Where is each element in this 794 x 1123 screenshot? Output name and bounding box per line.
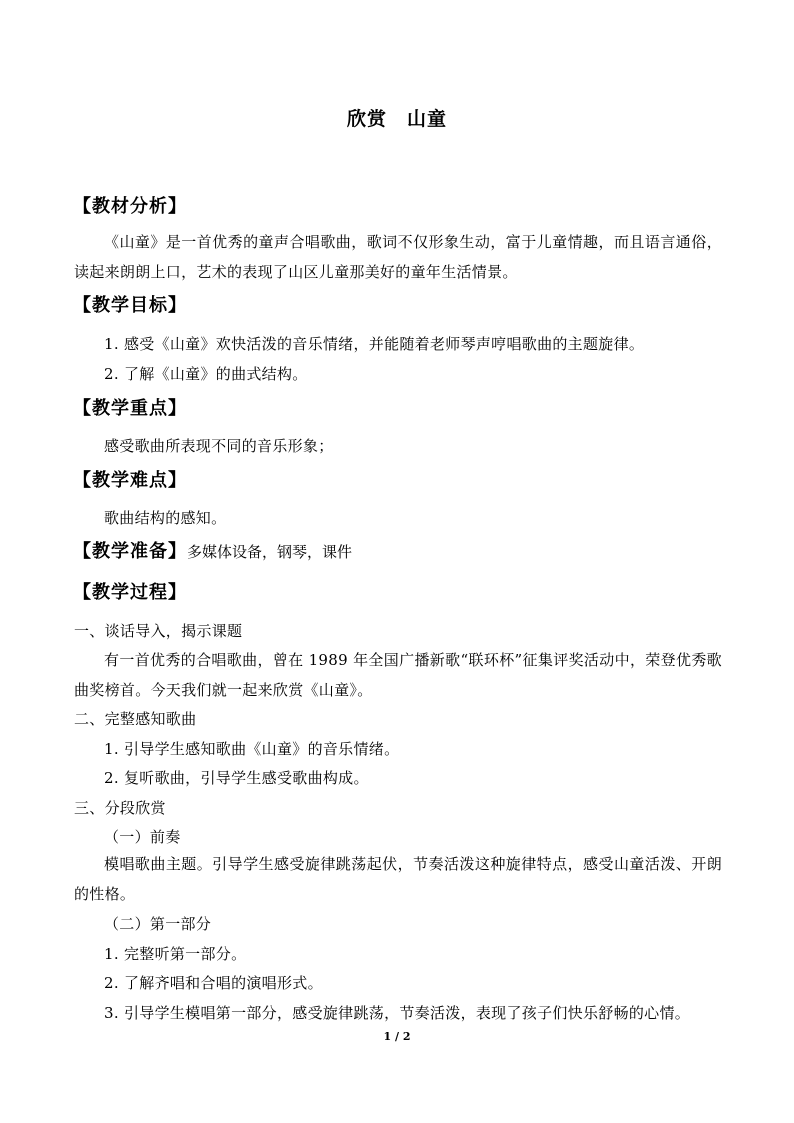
page-number: 1 / 2 bbox=[383, 1030, 411, 1043]
section-heading-material: 【教材分析】 bbox=[73, 196, 187, 217]
process-step-2-title: 二、完整感知歌曲 bbox=[74, 710, 197, 728]
process-step-3-sub-2-item-1: 1. 完整听第一部分。 bbox=[104, 945, 247, 963]
process-step-3-sub-2-item-3: 3. 引导学生模唱第一部分，感受旋律跳荡，节奏活泼，表现了孩子们快乐舒畅的心情。 bbox=[104, 1004, 691, 1022]
goal-item-2: 2. 了解《山童》的曲式结构。 bbox=[104, 365, 308, 383]
process-step-3-sub-1-title: （一）前奏 bbox=[104, 828, 181, 846]
section-heading-process: 【教学过程】 bbox=[73, 582, 187, 603]
difficulty-text: 歌曲结构的感知。 bbox=[104, 509, 227, 527]
keypoint-text: 感受歌曲所表现不同的音乐形象； bbox=[104, 437, 334, 455]
process-step-2-item-2: 2. 复听歌曲，引导学生感受歌曲构成。 bbox=[104, 769, 369, 787]
preparation-text: 多媒体设备，钢琴，课件 bbox=[187, 543, 353, 561]
process-step-3-sub-2-item-2: 2. 了解齐唱和合唱的演唱形式。 bbox=[104, 974, 323, 992]
process-step-1-text: 有一首优秀的合唱歌曲，曾在 1989 年全国广播新歌“联环杯”征集评奖活动中，荣登优秀歌曲奖榜首。今天我们就一起来欣赏《山童》。 bbox=[74, 651, 722, 699]
page-title: 欣赏 山童 bbox=[346, 108, 447, 130]
process-step-3-title: 三、分段欣赏 bbox=[74, 799, 166, 817]
process-step-3-sub-1-text: 模唱歌曲主题。引导学生感受旋律跳荡起伏，节奏活泼这种旋律特点，感受山童活泼、开朗的性格。 bbox=[74, 855, 722, 903]
process-step-1-title: 一、谈话导入，揭示课题 bbox=[74, 622, 243, 640]
preparation-heading-label: 【教学准备】 bbox=[73, 541, 187, 562]
material-paragraph: 《山童》是一首优秀的童声合唱歌曲，歌词不仅形象生动，富于儿童情趣，而且语言通俗，读起来朗朗上口，艺术的表现了山区儿童那美好的童年生活情景。 bbox=[74, 233, 722, 281]
goal-item-1: 1. 感受《山童》欢快活泼的音乐情绪，并能随着老师琴声哼唱歌曲的主题旋律。 bbox=[104, 335, 645, 353]
process-step-2-item-1: 1. 引导学生感知歌曲《山童》的音乐情绪。 bbox=[104, 740, 400, 758]
section-heading-difficulty: 【教学难点】 bbox=[73, 470, 187, 491]
section-heading-goals: 【教学目标】 bbox=[73, 295, 187, 316]
section-heading-preparation bbox=[73, 537, 352, 563]
process-step-3-sub-2-title: （二）第一部分 bbox=[104, 915, 212, 933]
section-heading-keypoint: 【教学重点】 bbox=[73, 398, 187, 419]
